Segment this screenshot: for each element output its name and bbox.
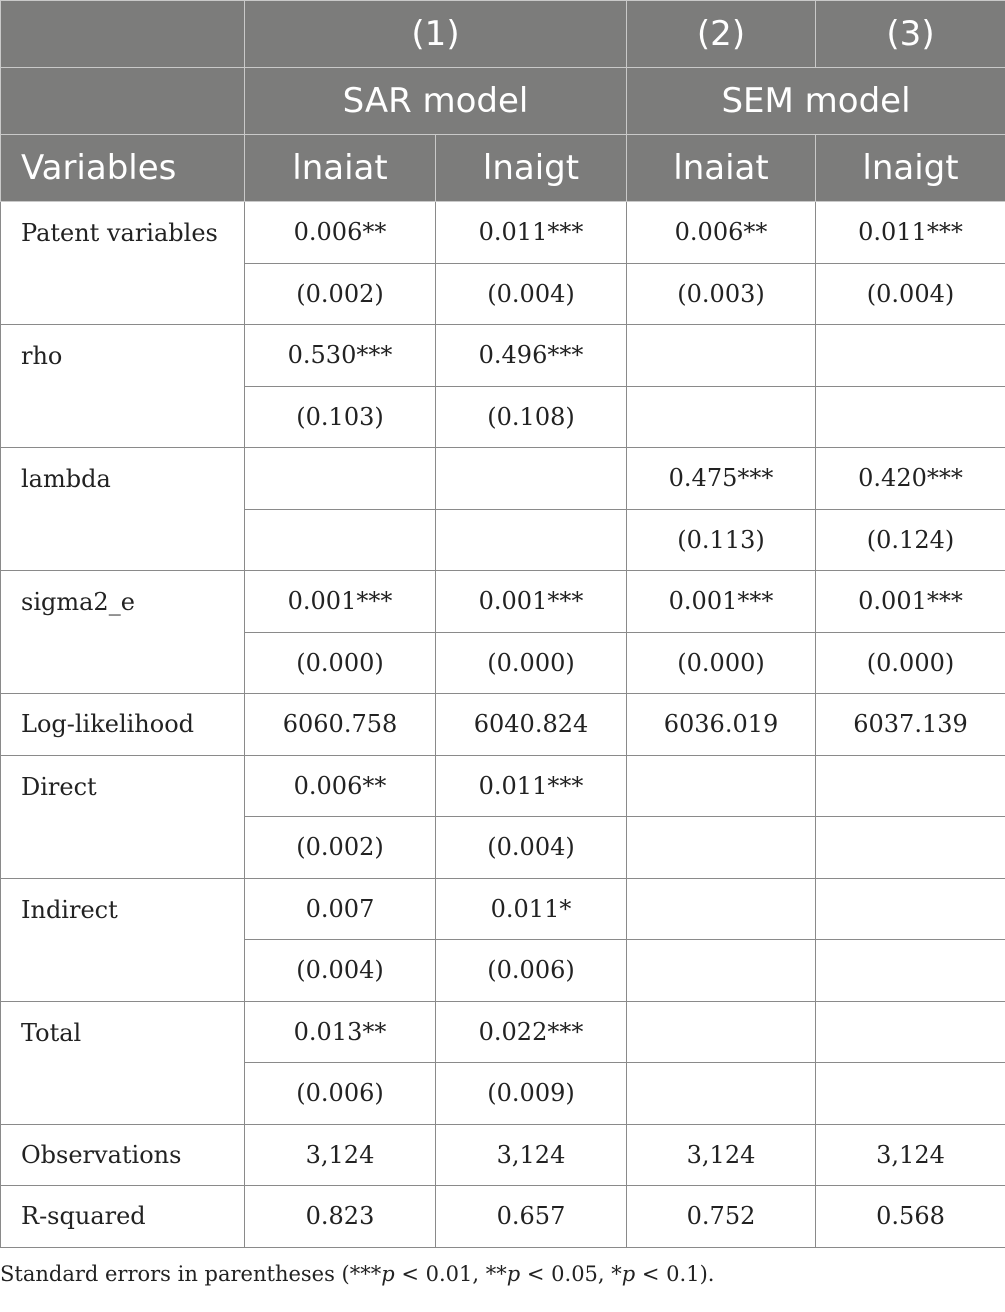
footnote-text: < 0.05, *: [520, 1262, 622, 1286]
footnote-text: < 0.1).: [635, 1262, 715, 1286]
value-cell: 6037.139: [816, 694, 1005, 756]
row-label: Total: [1, 1001, 245, 1124]
value-cell: 3,124: [245, 1124, 436, 1186]
value-cell: 0.823: [245, 1186, 436, 1248]
se-cell: (0.124): [816, 509, 1005, 571]
coef-cell: [627, 755, 816, 817]
header-row-variables: [1, 135, 1005, 202]
coef-cell: 0.011***: [436, 755, 627, 817]
table-row-lambda-coef: [1, 448, 1005, 510]
header-model-sem: SEM model: [627, 68, 1005, 135]
coef-cell: 0.001***: [816, 571, 1005, 633]
se-cell: (0.000): [816, 632, 1005, 694]
se-cell: (0.002): [245, 817, 436, 879]
header-row-models: [1, 68, 1005, 135]
coef-cell: [436, 448, 627, 510]
footnote-p: p: [506, 1262, 521, 1286]
value-cell: 6040.824: [436, 694, 627, 756]
coef-cell: 0.001***: [245, 571, 436, 633]
se-cell: [245, 509, 436, 571]
header-col-number: (3): [816, 1, 1005, 68]
row-label: Patent variables: [1, 202, 245, 325]
row-label: rho: [1, 325, 245, 448]
se-cell: (0.004): [436, 817, 627, 879]
coef-cell: 0.007: [245, 878, 436, 940]
se-cell: [816, 940, 1005, 1002]
table-row-patent-coef: [1, 202, 1005, 264]
table-row-sigma-coef: [1, 571, 1005, 633]
table-row-total-coef: [1, 1001, 1005, 1063]
se-cell: (0.004): [436, 263, 627, 325]
se-cell: [436, 509, 627, 571]
header-dep-var: lnaigt: [436, 135, 627, 202]
header-row-col-numbers: [1, 1, 1005, 68]
row-label: Direct: [1, 755, 245, 878]
coef-cell: 0.420***: [816, 448, 1005, 510]
se-cell: (0.009): [436, 1063, 627, 1125]
row-label: Observations: [1, 1124, 245, 1186]
row-label: Indirect: [1, 878, 245, 1001]
coef-cell: [816, 1001, 1005, 1063]
header-dep-var: lnaigt: [816, 135, 1005, 202]
value-cell: 0.657: [436, 1186, 627, 1248]
table-header: [1, 1, 1005, 202]
header-col-number: (2): [627, 1, 816, 68]
coef-cell: 0.006**: [245, 755, 436, 817]
footnote-text: < 0.01, **: [394, 1262, 507, 1286]
se-cell: (0.006): [436, 940, 627, 1002]
se-cell: [816, 817, 1005, 879]
se-cell: [627, 386, 816, 448]
coef-cell: [816, 325, 1005, 387]
se-cell: (0.108): [436, 386, 627, 448]
header-corner-cell: [1, 68, 245, 135]
value-cell: 0.568: [816, 1186, 1005, 1248]
se-cell: (0.103): [245, 386, 436, 448]
table-row-observations: [1, 1124, 1005, 1186]
header-variables-label: Variables: [1, 135, 245, 202]
se-cell: (0.000): [436, 632, 627, 694]
value-cell: 3,124: [816, 1124, 1005, 1186]
header-model-sar: SAR model: [245, 68, 627, 135]
footnote-prefix: Standard errors in parentheses (***: [0, 1262, 382, 1286]
coef-cell: 0.013**: [245, 1001, 436, 1063]
coef-cell: [816, 755, 1005, 817]
row-label: sigma2_e: [1, 571, 245, 694]
se-cell: (0.113): [627, 509, 816, 571]
se-cell: (0.004): [816, 263, 1005, 325]
coef-cell: 0.022***: [436, 1001, 627, 1063]
value-cell: 0.752: [627, 1186, 816, 1248]
table-body: [1, 202, 1005, 1248]
se-cell: (0.000): [627, 632, 816, 694]
se-cell: (0.004): [245, 940, 436, 1002]
table-row-indirect-coef: [1, 878, 1005, 940]
table-footnote: [0, 1262, 714, 1286]
coef-cell: 0.001***: [436, 571, 627, 633]
coef-cell: 0.011***: [436, 202, 627, 264]
header-col-number: (1): [245, 1, 627, 68]
coef-cell: 0.001***: [627, 571, 816, 633]
header-dep-var: lnaiat: [627, 135, 816, 202]
se-cell: [627, 940, 816, 1002]
table-row-loglik: [1, 694, 1005, 756]
se-cell: [816, 1063, 1005, 1125]
row-label: R-squared: [1, 1186, 245, 1248]
table-row-direct-coef: [1, 755, 1005, 817]
se-cell: (0.000): [245, 632, 436, 694]
footnote-p: p: [621, 1262, 636, 1286]
coef-cell: 0.006**: [627, 202, 816, 264]
coef-cell: [245, 448, 436, 510]
value-cell: 6036.019: [627, 694, 816, 756]
se-cell: (0.006): [245, 1063, 436, 1125]
coef-cell: 0.011*: [436, 878, 627, 940]
coef-cell: 0.496***: [436, 325, 627, 387]
coef-cell: [627, 325, 816, 387]
table-row-rsquared: [1, 1186, 1005, 1248]
value-cell: 3,124: [627, 1124, 816, 1186]
header-dep-var: lnaiat: [245, 135, 436, 202]
se-cell: [816, 386, 1005, 448]
value-cell: 6060.758: [245, 694, 436, 756]
coef-cell: 0.006**: [245, 202, 436, 264]
row-label: Log-likelihood: [1, 694, 245, 756]
coef-cell: [816, 878, 1005, 940]
se-cell: (0.002): [245, 263, 436, 325]
table-row-rho-coef: [1, 325, 1005, 387]
value-cell: 3,124: [436, 1124, 627, 1186]
coef-cell: 0.011***: [816, 202, 1005, 264]
se-cell: [627, 817, 816, 879]
coef-cell: [627, 878, 816, 940]
coef-cell: 0.530***: [245, 325, 436, 387]
row-label: lambda: [1, 448, 245, 571]
se-cell: (0.003): [627, 263, 816, 325]
coef-cell: [627, 1001, 816, 1063]
header-corner-cell: [1, 1, 245, 68]
footnote-p: p: [381, 1262, 395, 1286]
se-cell: [627, 1063, 816, 1125]
coef-cell: 0.475***: [627, 448, 816, 510]
